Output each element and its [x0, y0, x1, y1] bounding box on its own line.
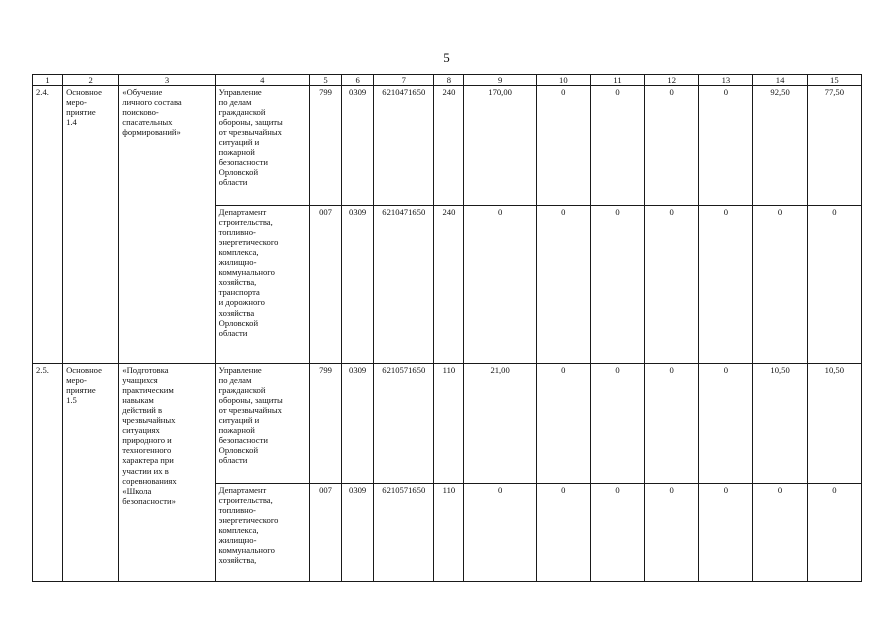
activity-number: 2.5. — [33, 364, 63, 582]
year-amount: 0 — [536, 86, 590, 206]
executor-name: Управление по делам гражданской обороны, защиты от чрезвычайных ситуаций и пожарной безопасности Орловской области — [215, 86, 309, 206]
year-amount: 0 — [807, 484, 861, 582]
table-row — [33, 364, 862, 484]
expense-type-code: 240 — [434, 206, 464, 364]
executor-name: Департамент строительства, топливно- энергетического комплекса, жилищно- коммунального хозяйства, — [215, 484, 309, 582]
col-header-11: 11 — [590, 75, 644, 86]
activity-number: 2.4. — [33, 86, 63, 364]
year-amount: 0 — [645, 206, 699, 364]
section-code: 0309 — [342, 86, 374, 206]
col-header-9: 9 — [464, 75, 536, 86]
year-amount: 10,50 — [807, 364, 861, 484]
col-header-3: 3 — [119, 75, 215, 86]
col-header-10: 10 — [536, 75, 590, 86]
target-article-code: 6210571650 — [374, 484, 434, 582]
col-header-15: 15 — [807, 75, 861, 86]
col-header-5: 5 — [309, 75, 341, 86]
total-amount: 21,00 — [464, 364, 536, 484]
year-amount: 10,50 — [753, 364, 807, 484]
total-amount: 170,00 — [464, 86, 536, 206]
total-amount: 0 — [464, 206, 536, 364]
target-article-code: 6210471650 — [374, 206, 434, 364]
year-amount: 77,50 — [807, 86, 861, 206]
table-row — [33, 86, 862, 206]
expense-type-code: 110 — [434, 364, 464, 484]
year-amount: 0 — [590, 206, 644, 364]
year-amount: 0 — [753, 206, 807, 364]
gr-code: 799 — [309, 364, 341, 484]
year-amount: 0 — [753, 484, 807, 582]
col-header-13: 13 — [699, 75, 753, 86]
year-amount: 0 — [645, 364, 699, 484]
year-amount: 0 — [536, 364, 590, 484]
program-activities-table — [32, 74, 862, 582]
year-amount: 0 — [536, 484, 590, 582]
gr-code: 799 — [309, 86, 341, 206]
year-amount: 0 — [590, 86, 644, 206]
target-article-code: 6210471650 — [374, 86, 434, 206]
col-header-2: 2 — [63, 75, 119, 86]
col-header-8: 8 — [434, 75, 464, 86]
activity-kind: Основное меро- приятие 1.4 — [63, 86, 119, 364]
section-code: 0309 — [342, 484, 374, 582]
activity-name: «Обучение личного состава поисково- спасательных формирований» — [119, 86, 215, 364]
gr-code: 007 — [309, 206, 341, 364]
col-header-7: 7 — [374, 75, 434, 86]
year-amount: 0 — [590, 364, 644, 484]
section-code: 0309 — [342, 364, 374, 484]
page-number: 5 — [443, 50, 450, 65]
expense-type-code: 110 — [434, 484, 464, 582]
activity-kind: Основное меро- приятие 1.5 — [63, 364, 119, 582]
year-amount: 0 — [699, 206, 753, 364]
expense-type-code: 240 — [434, 86, 464, 206]
section-code: 0309 — [342, 206, 374, 364]
col-header-1: 1 — [33, 75, 63, 86]
target-article-code: 6210571650 — [374, 364, 434, 484]
executor-name: Управление по делам гражданской обороны, защиты от чрезвычайных ситуаций и пожарной безопасности Орловской области — [215, 364, 309, 484]
col-header-4: 4 — [215, 75, 309, 86]
gr-code: 007 — [309, 484, 341, 582]
col-header-12: 12 — [645, 75, 699, 86]
activity-name: «Подготовка учащихся практическим навыкам действий в чрезвычайных ситуациях природного и техногенного характера при участии их в соревнованиях «Школа безопасности» — [119, 364, 215, 582]
col-header-14: 14 — [753, 75, 807, 86]
year-amount: 92,50 — [753, 86, 807, 206]
year-amount: 0 — [645, 484, 699, 582]
total-amount: 0 — [464, 484, 536, 582]
executor-name: Департамент строительства, топливно- энергетического комплекса, жилищно- коммунального хозяйства, транспорта и дорожного хозяйства Орловской области — [215, 206, 309, 364]
year-amount: 0 — [536, 206, 590, 364]
year-amount: 0 — [699, 364, 753, 484]
year-amount: 0 — [645, 86, 699, 206]
year-amount: 0 — [590, 484, 644, 582]
year-amount: 0 — [807, 206, 861, 364]
year-amount: 0 — [699, 86, 753, 206]
column-number-row — [33, 75, 862, 86]
col-header-6: 6 — [342, 75, 374, 86]
year-amount: 0 — [699, 484, 753, 582]
